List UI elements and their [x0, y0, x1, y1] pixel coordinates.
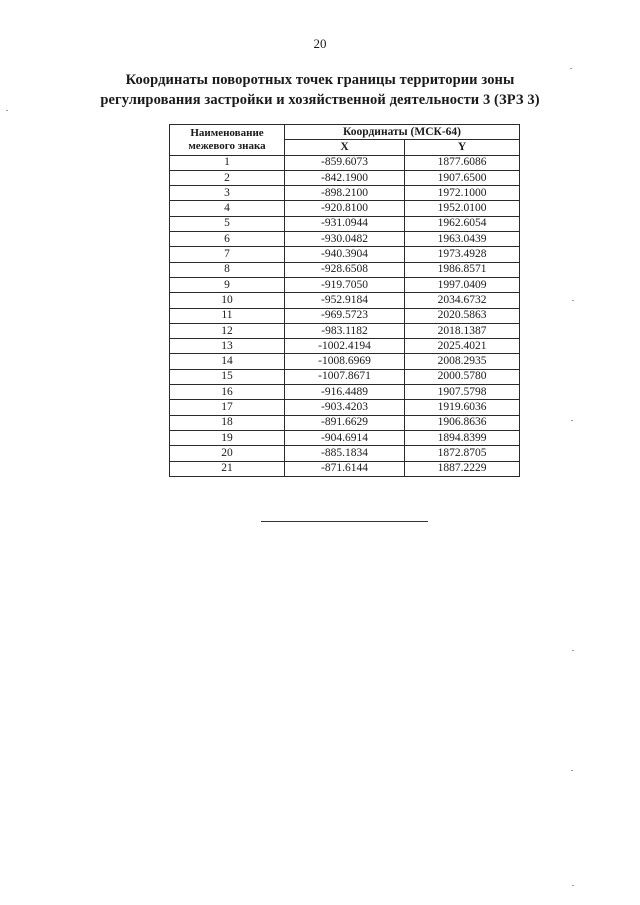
row-mark-name: 6 — [170, 232, 285, 247]
row-x-value: -969.5723 — [285, 308, 405, 323]
table-row — [170, 385, 520, 400]
page-number: 20 — [313, 36, 327, 51]
row-mark-name: 9 — [170, 277, 285, 292]
table-row — [170, 293, 520, 308]
row-x-value: -885.1834 — [285, 446, 405, 461]
table-row — [170, 308, 520, 323]
table-header — [170, 125, 520, 156]
table-row — [170, 201, 520, 216]
row-x-value: -940.3904 — [285, 247, 405, 262]
row-y-value: 1973.4928 — [405, 247, 520, 262]
row-y-value: 2008.2935 — [405, 354, 520, 369]
scan-speck — [570, 68, 572, 69]
row-x-value: -903.4203 — [285, 400, 405, 415]
table-row — [170, 400, 520, 415]
table-row — [170, 262, 520, 277]
table-row — [170, 232, 520, 247]
row-y-value: 1872.8705 — [405, 446, 520, 461]
row-y-value: 1887.2229 — [405, 461, 520, 476]
row-x-value: -1008.6969 — [285, 354, 405, 369]
row-y-value: 2020.5863 — [405, 308, 520, 323]
table-row — [170, 354, 520, 369]
scan-speck — [572, 885, 574, 886]
row-y-value: 2000.5780 — [405, 369, 520, 384]
scan-speck — [571, 420, 573, 421]
scan-speck — [572, 300, 574, 301]
document-title-line-2: регулирования застройки и хозяйственной деятельности 3 (ЗРЗ 3) — [100, 92, 540, 108]
table-row — [170, 339, 520, 354]
row-x-value: -930.0482 — [285, 232, 405, 247]
row-y-value: 1877.6086 — [405, 155, 520, 170]
row-y-value: 1919.6036 — [405, 400, 520, 415]
row-mark-name: 11 — [170, 308, 285, 323]
row-mark-name: 12 — [170, 323, 285, 338]
row-mark-name: 21 — [170, 461, 285, 476]
table-row — [170, 323, 520, 338]
row-y-value: 2018.1387 — [405, 323, 520, 338]
row-mark-name: 16 — [170, 385, 285, 400]
table-row — [170, 186, 520, 201]
row-y-value: 1894.8399 — [405, 430, 520, 445]
row-mark-name: 15 — [170, 369, 285, 384]
row-mark-name: 3 — [170, 186, 285, 201]
table-row — [170, 277, 520, 292]
row-mark-name: 17 — [170, 400, 285, 415]
row-x-value: -1007.8671 — [285, 369, 405, 384]
row-x-value: -920.8100 — [285, 201, 405, 216]
table-row — [170, 247, 520, 262]
row-y-value: 1972.1000 — [405, 186, 520, 201]
table-row — [170, 170, 520, 185]
header-coordinates-group: Координаты (МСК-64) — [285, 125, 520, 140]
row-mark-name: 2 — [170, 170, 285, 185]
row-mark-name: 5 — [170, 216, 285, 231]
table-row — [170, 446, 520, 461]
scan-speck — [572, 650, 574, 651]
table-row — [170, 216, 520, 231]
row-mark-name: 7 — [170, 247, 285, 262]
table-row — [170, 430, 520, 445]
row-mark-name: 13 — [170, 339, 285, 354]
row-mark-name: 4 — [170, 201, 285, 216]
row-y-value: 1906.8636 — [405, 415, 520, 430]
table-row — [170, 155, 520, 170]
row-x-value: -859.6073 — [285, 155, 405, 170]
row-x-value: -919.7050 — [285, 277, 405, 292]
row-x-value: -898.2100 — [285, 186, 405, 201]
row-y-value: 1962.6054 — [405, 216, 520, 231]
row-x-value: -931.0944 — [285, 216, 405, 231]
row-x-value: -983.1182 — [285, 323, 405, 338]
row-mark-name: 8 — [170, 262, 285, 277]
row-x-value: -928.6508 — [285, 262, 405, 277]
row-y-value: 2034.6732 — [405, 293, 520, 308]
row-mark-name: 19 — [170, 430, 285, 445]
header-x: X — [285, 140, 405, 155]
document-title — [40, 70, 600, 110]
row-mark-name: 14 — [170, 354, 285, 369]
table-body — [170, 155, 520, 476]
row-mark-name: 20 — [170, 446, 285, 461]
table-row — [170, 461, 520, 476]
header-y: Y — [405, 140, 520, 155]
row-x-value: -916.4489 — [285, 385, 405, 400]
row-mark-name: 18 — [170, 415, 285, 430]
row-y-value: 1986.8571 — [405, 262, 520, 277]
end-divider — [261, 521, 428, 522]
table-row — [170, 369, 520, 384]
row-y-value: 1907.6500 — [405, 170, 520, 185]
row-y-value: 1997.0409 — [405, 277, 520, 292]
row-y-value: 1907.5798 — [405, 385, 520, 400]
scan-speck — [571, 770, 573, 771]
row-x-value: -871.6144 — [285, 461, 405, 476]
row-x-value: -842.1900 — [285, 170, 405, 185]
row-mark-name: 10 — [170, 293, 285, 308]
header-boundary-mark-name: Наименование межевого знака — [170, 125, 285, 156]
row-x-value: -904.6914 — [285, 430, 405, 445]
row-mark-name: 1 — [170, 155, 285, 170]
document-title-line-1: Координаты поворотных точек границы территории зоны — [125, 72, 515, 88]
row-x-value: -952.9184 — [285, 293, 405, 308]
row-y-value: 2025.4021 — [405, 339, 520, 354]
row-y-value: 1963.0439 — [405, 232, 520, 247]
table-row — [170, 415, 520, 430]
row-y-value: 1952.0100 — [405, 201, 520, 216]
row-x-value: -1002.4194 — [285, 339, 405, 354]
row-x-value: -891.6629 — [285, 415, 405, 430]
scan-speck — [6, 110, 8, 111]
coordinates-table — [169, 124, 520, 477]
